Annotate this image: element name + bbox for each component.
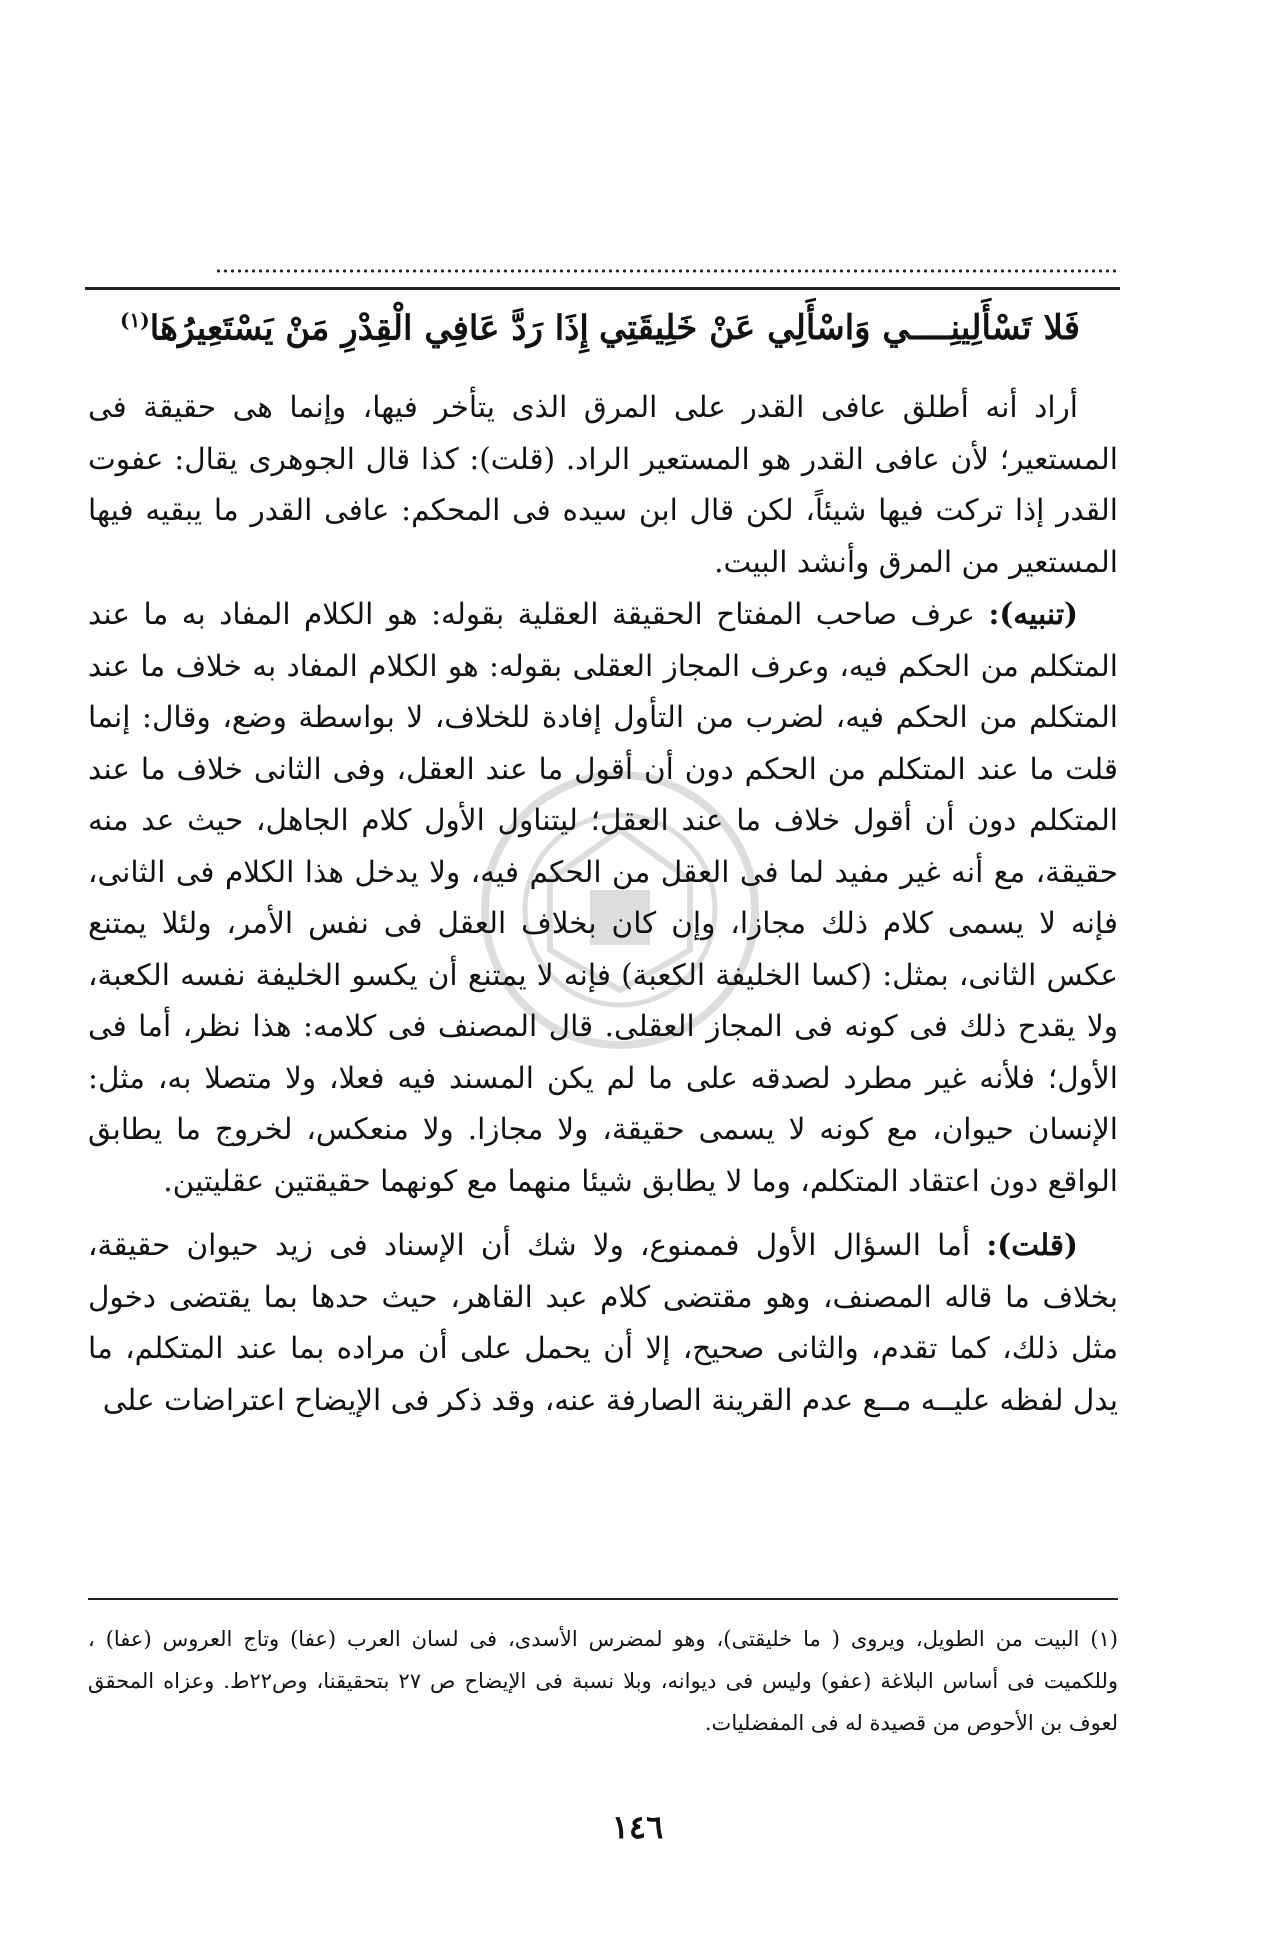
footnote-separator xyxy=(88,1598,1118,1600)
paragraph-text: عرف صاحب المفتاح الحقيقة العقلية بقوله: هو الكلام المفاد به ما عند المتكلم من الحكم فيه، وعرف المجاز العقلى بقوله: هو الكلام المفاد به خلاف ما عند المتكلم من الحكم فيه، لضرب من التأول إفادة للخلاف، لا بواسطة وضع، وقال: إنما قلت ما عند المتكلم من الحكم دون أن أقول ما عند العقل، وفى الثانى خلاف ما عند المتكلم دون أن أقول خلاف ما عند العقل؛ ليتناول الأول كلام الجاهل، حيث عد منه حقيقة، مع أنه غير مفيد لما فى العقل من الحكم فيه، ولا يدخل هذا الكلام فى الثانى، فإنه لا يسمى كلام ذلك مجازا، وإن كان بخلاف العقل فى نفس الأمر، ولئلا يمتنع عكس الثانى، بمثل: (كسا الخليفة الكعبة) فإنه لا يمتنع أن يكسو الخليفة نفسه الكعبة، ولا يقدح ذلك فى كونه فى المجاز العقلى. قال المصنف فى كلامه: هذا نظر، أما فى الأول؛ فلأنه غير مطرد لصدقه على ما لم يكن المسند فيه فعلا، ولا متصلا به، مثل: الإنسان حيوان، مع كونه لا يسمى حقيقة، ولا مجازا. ولا منعكس، لخروج ما يطابق الواقع دون اعتقاد المتكلم، وما لا يطابق شيئا منهما مع كونهما حقيقتين عقليتين. xyxy=(88,597,1119,1198)
paragraph-text: أراد أنه أطلق عافى القدر على المرق الذى يتأخر فيها، وإنما هى حقيقة فى المستعير؛ لأن عافى القدر هو المستعير الراد. (قلت): كذا قال الجوهرى يقال: عفوت القدر إذا تركت فيها شيئاً، لكن قال ابن سيده فى المحكم: عافى القدر ما يبقيه فيها المستعير من المرق وأنشد البيت. xyxy=(88,390,1118,579)
verse-first-hemistich: فَلا تَسْأَلِينِــــي وَاسْأَلِي عَنْ خَلِيقَتِي xyxy=(598,308,1080,348)
paragraph-tag: (قلت): xyxy=(986,1227,1078,1262)
footnote-text: (١) البيت من الطويل، ويروى ( ما خليقتى)، وهو لمضرس الأسدى، فى لسان العرب (عفا) وتاج العروس (عفا) ، وللكميت فى أساس البلاغة (عفو) وليس فى ديوانه، وبلا نسبة فى الإيضاح ص ٢٧ بتحقيقنا، وص٢٢ط. وعزاه المحقق لعوف بن الأحوص من قصيدة له فى المفضليات. xyxy=(88,1627,1119,1735)
paragraph xyxy=(88,382,1118,588)
header-dotted-rule xyxy=(215,268,1120,274)
paragraph-text: أما السؤال الأول فممنوع، ولا شك أن الإسناد فى زيد حيوان حقيقة، بخلاف ما قاله المصنف، وهو مقتضى كلام عبد القاهر، حيث حدها بما يقتضى دخول مثل ذلك، كما تقدم، والثانى صحيح، إلا أن يحمل على أن مراده بما عند المتكلم، ما يدل لفظه عليــه مــع عدم القرينة الصارفة عنه، وقد ذكر فى الإيضاح اعتراضات على xyxy=(88,1228,1118,1417)
main-text xyxy=(88,382,1118,1426)
paragraph-tag: (تنبيه): xyxy=(988,596,1078,631)
poetry-verse xyxy=(120,300,1080,364)
verse-second-hemistich-text: إِذَا رَدَّ عَافِي الْقِدْرِ مَنْ يَسْتَعِيرُهَا xyxy=(149,308,589,349)
paragraph xyxy=(88,1219,1118,1426)
paragraph xyxy=(88,588,1118,1207)
page-number: ١٤٦ xyxy=(611,1808,664,1846)
footnote-reference: (١) xyxy=(120,308,150,332)
header-rule xyxy=(85,287,1120,290)
verse-second-hemistich xyxy=(120,308,589,348)
footnote xyxy=(88,1618,1118,1744)
